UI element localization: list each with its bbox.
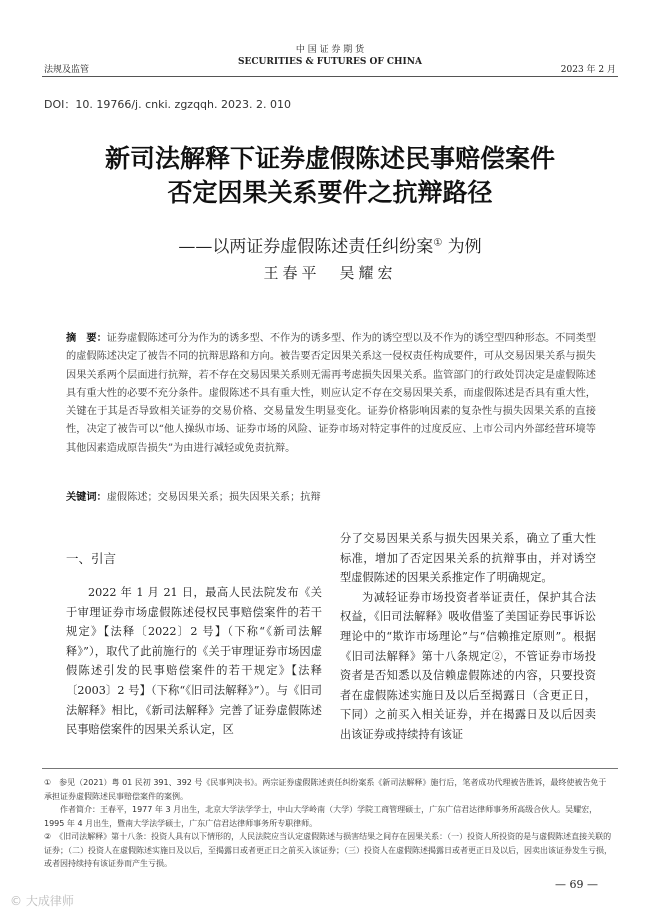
paragraph: 分了交易因果关系与损失因果关系，确立了重大性标准，增加了否定因果关系的抗辩事由，并对诱空型虚假陈述的因果关系推定作了明确规定。 bbox=[340, 532, 596, 585]
column-name: 法规及监管 bbox=[44, 65, 90, 75]
abstract-label: 摘 要： bbox=[66, 332, 107, 344]
journal-name-cn: 中 国 证 券 期 货 bbox=[295, 45, 365, 55]
footnote-2: ② 《旧司法解释》第十八条：投资人具有以下情形的，人民法院应当认定虚假陈述与损害结果之间存在因果关系：（一）投资人所投资的是与虚假陈述直接关联的证券；（二）投资人在虚假陈述实施日及以后，至揭露日或者更正日之前买入该证券；（三）投资人在虚假陈述揭露日或者更正日及以后，因卖出该证券发生亏损，或者因持续持有该证券而产生亏损。 bbox=[44, 832, 612, 868]
title-line-1: 新司法解释下证券虚假陈述民事赔偿案件 bbox=[104, 144, 555, 173]
authors: 王春平 吴耀宏 bbox=[263, 264, 397, 282]
issue-date: 2023 年 2 月 bbox=[560, 65, 616, 75]
abstract-text: 证券虚假陈述可分为作为的诱多型、不作为的诱多型、作为的诱空型以及不作为的诱空型四种形态。不同类型的虚假陈述决定了被告不同的抗辩思路和方向。被告要否定因果关系这一侵权责任构成要件，可从交易因果关系与损失因果关系两个层面进行抗辩，若不存在交易因果关系则无需再考虑损失因果关系。监管部门的行政处罚决定是虚假陈述具有重大性的必要不充分条件。虚假陈述不具有重大性，则应认定不存在交易因果关系，而虚假陈述是否具有重大性，关键在于其是否导致相关证券的交易价格、交易量发生明显变化。证券价格影响因素的复杂性与损失因果关系的直接性，决定了被告可以“他人操纵市场、证券市场的风险、证券市场对特定事件的过度反应、上市公司内外部经营环境等其他因素造成原告损失”为由进行减轻或免责抗辩。 bbox=[66, 333, 597, 454]
keywords-label: 关键词： bbox=[66, 491, 107, 503]
left-column bbox=[66, 583, 322, 740]
author-bio: 作者简介：王春平，1977 年 3 月出生，北京大学法学学士，中山大学岭南（大学）学院工商管理硕士，广东广信君达律师事务所高级合伙人。吴耀宏，1995 年 4 月出生，暨南大学法学硕士，广东广信君达律师事务所专职律师。 bbox=[44, 805, 598, 828]
right-column bbox=[340, 529, 596, 745]
subtitle bbox=[0, 232, 660, 257]
title-line-2: 否定因果关系要件之抗辩路径 bbox=[167, 178, 493, 207]
doi: DOI：10. 19766/j. cnki. zgzqqh. 2023. 2. 010 bbox=[44, 98, 291, 111]
footnote-rule bbox=[42, 768, 618, 769]
paragraph: 为减轻证券市场投资者举证责任，保护其合法权益，《旧司法解释》吸收借鉴了美国证券民事诉讼理论中的“欺诈市场理论”与“信赖推定原则”。根据《旧司法解释》第十八条规定②，不管证券市场投资者是否知悉以及信赖虚假陈述的内容，只要投资者在虚假陈述实施日及以后至揭露日（含更正日，下同）之前买入相关证券，并在揭露日及以后因卖出该证券或持续持有该证 bbox=[340, 590, 596, 741]
header-rule bbox=[42, 76, 618, 77]
paragraph: 2022 年 1 月 21 日，最高人民法院发布《关于审理证券市场虚假陈述侵权民事赔偿案件的若干规定》【法释〔2022〕2 号】（下称“《新司法解释》”），取代了此前施行的《关于审理证券市场因虚假陈述引发的民事赔偿案件的若干规定》【法释〔2003〕2 号】（下称“《旧司法解释》”）。与《旧司法解释》相比，《新司法解释》完善了证券虚假陈述民事赔偿案件的因果关系认定，区 bbox=[66, 586, 322, 737]
watermark: © 大成律师 bbox=[10, 894, 74, 908]
footnotes bbox=[44, 776, 614, 871]
page-number: — 69 — bbox=[555, 878, 598, 891]
journal-name-en: SECURITIES & FUTURES OF CHINA bbox=[238, 57, 422, 67]
keywords bbox=[66, 488, 596, 503]
abstract bbox=[66, 329, 596, 458]
footnote-1: ① 参见（2021）粤 01 民初 391、392 号《民事判决书》。两宗证券虚假陈述责任纠纷案系《新司法解释》施行后，笔者成功代理被告胜诉，最终使被告免于承担证券虚假陈述民事赔偿案件的案例。 bbox=[44, 778, 607, 801]
subtitle-footnote-marker[interactable]: ① bbox=[433, 237, 443, 249]
subtitle-text: ——以两证券虚假陈述责任纠纷案 bbox=[178, 237, 434, 257]
keywords-text: 虚假陈述；交易因果关系；损失因果关系；抗辩 bbox=[106, 492, 321, 503]
subtitle-end: 为例 bbox=[442, 237, 482, 257]
section-heading: 一、引言 bbox=[66, 551, 117, 566]
